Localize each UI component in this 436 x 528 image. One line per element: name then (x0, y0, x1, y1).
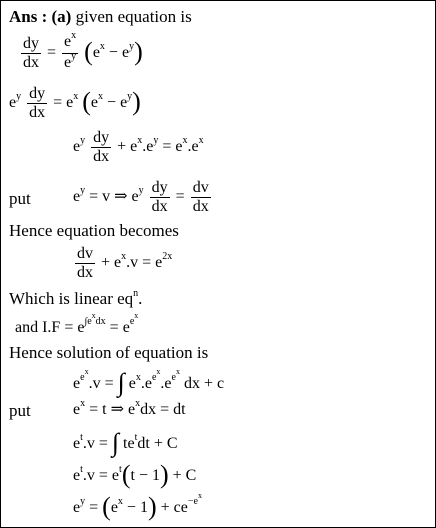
put-label-1: put (9, 189, 31, 208)
hence-solution-text: Hence solution of equation is (9, 343, 209, 362)
fraction-ex-ey: $\frac{e^x}{e^y}$ (62, 33, 78, 74)
equation-6: $e^{e^x}.v$ = ∫ $e^x.e^{e^x}.e^{e^x}$ dx + c (73, 367, 225, 397)
equation-8: $e^t.v$ = ∫ $te^tdt + C$ (73, 428, 178, 457)
equation-4: $e^y = v$ ⇒ $e^y$ $\frac{dy}{dx}$ = $\frac{dv}{dx}$ (73, 179, 209, 215)
equation-10: $e^y = (e^x - 1) + ce^{-e^x}$ (73, 491, 202, 521)
equation-3: $e^y$ $\frac{dy}{dx}$ + $e^x.e^y = e^x.e^x$ (73, 129, 204, 165)
put-label-2: put (9, 401, 31, 420)
fraction-dy-dx: $\frac{dy}{dx}$ (29, 85, 46, 121)
equation-2: $e^y$ $\frac{dy}{dx}$ = $e^x$ $(e^x - e^y)$ (9, 85, 141, 121)
option-label: (a) (51, 7, 72, 26)
ans-label: Ans : (9, 7, 48, 26)
fraction-dy-dx: $\frac{dy}{dx}$ (151, 179, 168, 215)
linear-statement: Which is linear $eq^n$. (9, 288, 143, 308)
hence-becomes-text: Hence equation becomes (9, 221, 179, 240)
equation-1: $\frac{dy}{dx}$ = $\frac{e^x}{e^y}$ $(e^x - e^y)$ (19, 33, 143, 74)
integrating-factor: and $I.F = e^{\int e^xdx} = e^{e^x}$ (15, 311, 139, 336)
equation-9: $e^t.v = e^t(t - 1) + C$ (73, 460, 197, 489)
intro-text: given equation is (75, 7, 192, 26)
equation-5: $\frac{dv}{dx}$ + $e^x.v = e^{2x}$ (77, 245, 173, 281)
fraction-dy-dx: $\frac{dy}{dx}$ (93, 129, 110, 165)
equation-7: $e^x = t$ ⇒ $e^xdx$ = dt (73, 398, 186, 418)
fraction-dv-dx: $\frac{dv}{dx}$ (192, 179, 209, 215)
answer-header (9, 7, 192, 27)
fraction-dv-dx: $\frac{dv}{dx}$ (77, 245, 93, 281)
fraction-dy-dx: $\frac{dy}{dx}$ (23, 35, 39, 71)
